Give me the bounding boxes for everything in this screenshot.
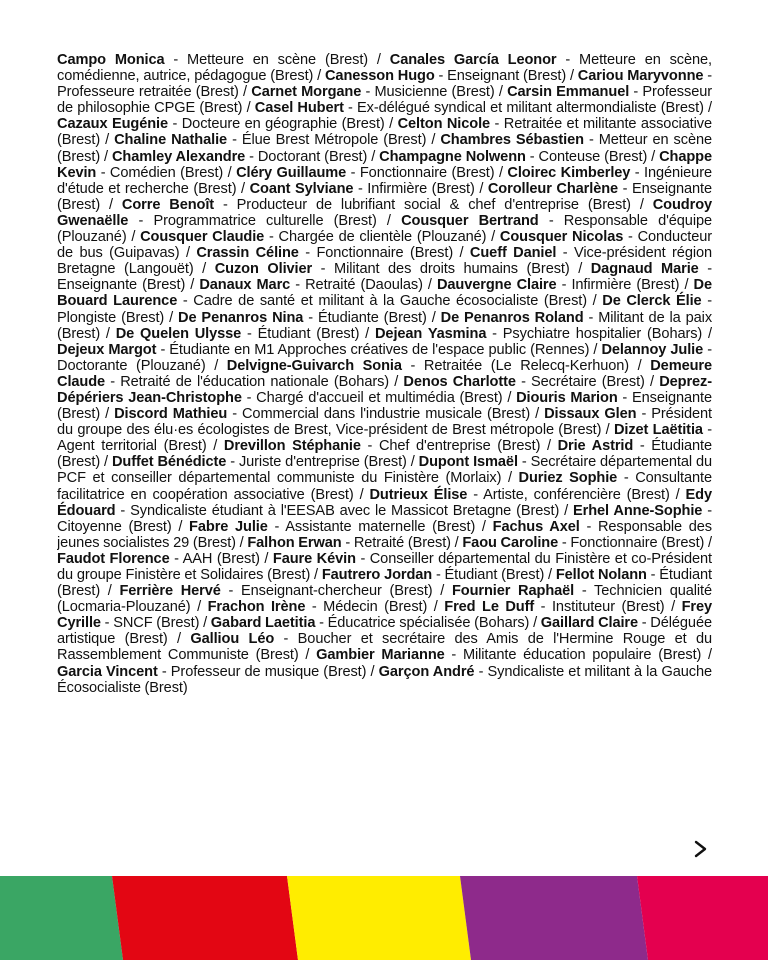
signatory-description: Fonctionnaire (Brest)	[359, 164, 495, 181]
signatory-name: Cariou Maryvonne	[577, 68, 704, 85]
signatory-entry: Dissaux Glen - Président du groupe des élu·es écologistes de Brest, Vice-président de Brest métropole (Brest)	[57, 406, 712, 439]
signatory-entry: Corolleur Charlène - Enseignante (Brest)	[57, 180, 712, 213]
signatory-name: Coudroy Gwenaëlle	[57, 196, 712, 229]
signatory-description: Étudiant (Brest)	[57, 567, 712, 600]
signatory-description: Doctorante (Plouzané)	[57, 357, 206, 374]
signatory-entry: Garcia Vincent - Professeur de musique (Brest)	[57, 663, 367, 680]
signatory-entry: Demeure Claude - Retraité de l'éducation nationale (Bohars)	[57, 357, 712, 390]
signatory-entry: Casel Hubert - Ex-délégué syndical et militant altermondialiste (Brest)	[254, 100, 704, 117]
signatory-description: Élue Brest Métropole (Brest)	[241, 132, 427, 149]
signatory-name: Denos Charlotte	[403, 373, 516, 390]
signatory-name: Danaux Marc	[199, 277, 291, 294]
signatory-name: De Clerck Élie	[602, 293, 702, 310]
signatory-name: Cueff Daniel	[469, 245, 557, 262]
signatory-name: Fachus Axel	[492, 518, 580, 535]
signatory-entry: Cléry Guillaume - Fonctionnaire (Brest)	[236, 164, 495, 181]
signatory-entry: Dejeux Margot - Étudiante en M1 Approches créatives de l'espace public (Rennes)	[57, 341, 590, 358]
signatory-entry: Cloirec Kimberley - Ingénieure d'étude et recherche (Brest)	[57, 164, 712, 197]
signatory-name: Garcia Vincent	[57, 663, 158, 680]
signatory-description: Infirmière (Brest)	[367, 180, 475, 197]
chevron-right-icon[interactable]	[690, 838, 712, 860]
signatory-name: Coant Sylviane	[249, 180, 354, 197]
signatory-entry: Edy Édouard - Syndicaliste étudiant à l'EESAB avec le Massicot Bretagne (Brest)	[57, 486, 712, 519]
signatory-description: Éducatrice spécialisée (Bohars)	[327, 615, 530, 632]
signatory-description: Militante éducation populaire (Brest)	[462, 647, 702, 664]
signatory-entry: Garçon André - Syndicaliste et militant à la Gauche Écosocialiste (Brest)	[57, 663, 712, 696]
signatory-name: Dejeux Margot	[57, 341, 157, 358]
signatory-entry: Denos Charlotte - Secrétaire (Brest)	[403, 373, 645, 390]
signatory-entry: Danaux Marc - Retraité (Daoulas)	[199, 277, 423, 294]
signatory-entry: Coant Sylviane - Infirmière (Brest)	[249, 180, 475, 197]
signatory-name: Garçon André	[378, 663, 475, 680]
signatory-description: Fonctionnaire (Brest)	[316, 245, 454, 262]
signatory-entry: Carsin Emmanuel - Professeur de philosophie CPGE (Brest)	[57, 84, 712, 117]
signatory-name: Delannoy Julie	[601, 341, 704, 358]
signatory-description: Conducteur de bus (Guipavas)	[57, 229, 712, 262]
signatory-entry: Cueff Daniel - Vice-président région Bretagne (Langouët)	[57, 245, 712, 278]
signatory-entry: De Penanros Roland - Militant de la paix (Brest)	[57, 309, 712, 342]
signatory-name: Dupont Ismaël	[418, 454, 518, 471]
signatory-entry: Carnet Morgane - Musicienne (Brest)	[251, 84, 495, 101]
signatory-entry: De Penanros Nina - Étudiante (Brest)	[178, 309, 427, 326]
signatory-entry: Canales García Leonor - Metteure en scène, comédienne, autrice, pédagogue (Brest)	[57, 52, 712, 85]
signatory-description: Enseignante (Brest)	[57, 389, 712, 423]
signatory-description: Comédien (Brest)	[109, 164, 224, 181]
signatory-description: Producteur de lubrifiant social & chef d'entreprise (Brest)	[236, 196, 631, 213]
signatory-name: Corre Benoît	[121, 196, 215, 213]
signatory-name: Frey Cyrille	[57, 599, 712, 632]
signatory-entry: Fautrero Jordan - Étudiant (Brest)	[321, 567, 545, 583]
signatory-name: Fabre Julie	[189, 518, 268, 535]
signatory-description: Président du groupe des élu·es écologistes de Brest, Vice-président de Brest métropole (Brest)	[57, 406, 712, 439]
signatory-description: Professeur de musique (Brest)	[170, 663, 367, 680]
signatory-description: Artiste, conférencière (Brest)	[483, 486, 670, 503]
signatory-entry: Cousquer Nicolas - Conducteur de bus (Guipavas)	[57, 229, 712, 262]
signatory-name: Duriez Sophie	[518, 470, 618, 487]
signatory-entry: Fellot Nolann - Étudiant (Brest)	[57, 567, 712, 600]
signatory-name: Ferrière Hervé	[119, 583, 221, 600]
signatory-description: Retraitée et militante associative (Brest)	[57, 116, 712, 149]
signatory-entry: Frachon Irène - Médecin (Brest)	[207, 599, 428, 616]
signatory-description: Ingénieure d'étude et recherche (Brest)	[57, 164, 712, 197]
signatory-description: Responsable d'équipe (Plouzané)	[57, 212, 712, 246]
signatory-name: Galliou Léo	[190, 631, 275, 648]
signatory-name: Canales García Leonor	[389, 52, 557, 68]
signatory-description: SNCF (Brest)	[113, 615, 200, 632]
signatory-description: Étudiant (Brest)	[444, 567, 545, 583]
signatory-entry: Cariou Maryvonne - Professeure retraitée (Brest)	[57, 68, 712, 101]
signatory-entry: Ferrière Hervé - Enseignant-chercheur (Brest)	[119, 583, 433, 600]
signatory-entry: Canesson Hugo - Enseignant (Brest)	[324, 68, 567, 85]
signatory-name: Dejean Yasmina	[374, 325, 487, 342]
signatory-entry: Cazaux Eugénie - Docteure en géographie (Brest)	[57, 116, 385, 133]
signatory-entry: Gabard Laetitia - Éducatrice spécialisée (Bohars)	[210, 615, 530, 632]
signatory-entry: Frey Cyrille - SNCF (Brest)	[57, 599, 712, 632]
signatory-entry: Erhel Anne-Sophie - Citoyenne (Brest)	[57, 502, 712, 535]
signatory-name: Cuzon Olivier	[214, 261, 313, 278]
signatory-description: Commercial dans l'industrie musicale (Brest)	[241, 406, 531, 423]
signatory-entry: Dizet Laëtitia - Agent territorial (Brest)	[57, 422, 712, 455]
signatory-name: Cloirec Kimberley	[507, 164, 631, 181]
signatory-description: Secrétaire départemental du PCF et conseiller départemental communiste du Finistère (Morlaix)	[57, 454, 712, 487]
signatory-name: Discord Mathieu	[114, 406, 228, 423]
signatory-name: Chamley Alexandre	[111, 148, 246, 165]
signatory-entry: Delannoy Julie - Doctorante (Plouzané)	[57, 341, 712, 374]
signatory-entry: Duriez Sophie - Consultante facilitatrice en coopération associative (Brest)	[57, 470, 712, 503]
signatory-description: Instituteur (Brest)	[551, 599, 665, 616]
signatory-description: Responsable des jeunes socialistes 29 (Brest)	[57, 518, 712, 551]
signatory-entry: Faudot Florence - AAH (Brest)	[57, 550, 260, 567]
signatory-entry: Chamley Alexandre - Doctorant (Brest)	[111, 148, 368, 165]
signatory-entry: Gambier Marianne - Militante éducation populaire (Brest)	[316, 647, 702, 664]
signatory-description: Citoyenne (Brest)	[57, 518, 172, 535]
signatory-name: Demeure Claude	[57, 357, 712, 390]
stripe-red	[112, 876, 298, 960]
signatory-name: Drie Astrid	[557, 438, 634, 455]
signatory-entry: Duffet Bénédicte - Juriste d'entreprise (Brest)	[111, 454, 407, 471]
signatory-name: Drevillon Stéphanie	[223, 438, 361, 455]
signatory-entry: Crassin Céline - Fonctionnaire (Brest)	[196, 245, 454, 262]
signatory-name: Casel Hubert	[254, 100, 344, 117]
signatory-entry: Faou Caroline - Fonctionnaire (Brest)	[462, 534, 705, 551]
signatory-name: Gaillard Claire	[540, 615, 639, 632]
signatory-entry: Drie Astrid - Étudiante (Brest)	[57, 438, 712, 471]
signatory-description: Étudiante en M1 Approches créatives de l'espace public (Rennes)	[169, 341, 590, 358]
signatory-entry: Chambres Sébastien - Metteur en scène (Brest)	[57, 132, 712, 165]
signatory-entry: Cuzon Olivier - Militant des droits humains (Brest)	[214, 261, 570, 278]
signatory-name: De Bouard Laurence	[57, 277, 712, 310]
signatory-name: Cousquer Bertrand	[401, 212, 539, 229]
signatory-entry: Champagne Nolwenn - Conteuse (Brest)	[379, 148, 648, 165]
signatory-name: Chappe Kevin	[57, 148, 712, 181]
signatory-name: Cazaux Eugénie	[57, 116, 169, 133]
signatory-description: Ex-délégué syndical et militant altermondialiste (Brest)	[357, 100, 704, 117]
signatory-description: Syndicaliste et militant à la Gauche Écosocialiste (Brest)	[57, 663, 712, 696]
signatory-description: Cadre de santé et militant à la Gauche écosocialiste (Brest)	[193, 293, 587, 310]
signatory-entry: Dejean Yasmina - Psychiatre hospitalier (Bohars)	[374, 325, 703, 342]
signatory-name: Carsin Emmanuel	[507, 84, 630, 101]
signatory-entry: Gaillard Claire - Déléguée artistique (Brest)	[57, 615, 712, 648]
color-stripes-banner	[0, 876, 768, 960]
signatory-description: Chef d'entreprise (Brest)	[378, 438, 541, 455]
signatory-entry: Deprez-Dépériers Jean-Christophe - Chargé d'accueil et multimédia (Brest)	[57, 373, 712, 406]
signatory-name: Dutrieux Élise	[369, 486, 468, 503]
signatory-entry: Chappe Kevin - Comédien (Brest)	[57, 148, 712, 181]
signatory-name: Fournier Raphaël	[451, 583, 575, 600]
signatory-entry: Fournier Raphaël - Technicien qualité (Locmaria-Plouzané)	[57, 583, 712, 616]
signatory-entry: Fachus Axel - Responsable des jeunes socialistes 29 (Brest)	[57, 518, 712, 551]
signatory-description: Syndicaliste étudiant à l'EESAB avec le Massicot Bretagne (Brest)	[130, 502, 560, 519]
signatory-entry: Coudroy Gwenaëlle - Programmatrice culturelle (Brest)	[57, 196, 712, 229]
signatories-list: Campo Monica - Metteure en scène (Brest) / Canales García Leonor - Metteure en scène, comédienne, autrice, pédagogue (Brest) / Canesson Hugo - Enseignant (Brest) / Cariou Maryvonne - Professeure retraitée (Brest) / Carnet Morgane - Musicienne (Brest) / Carsin Emmanuel - Professeur de philosophie CPGE (Brest) / Casel Hubert - Ex-délégué syndical et militant altermondialiste (Brest) / Cazaux Eugénie - Docteure en géographie (Brest) / Celton Nicole - Retraitée et militante associative (Brest) / Chaline Nathalie - Élue Brest Métropole (Brest) / Chambres Sébastien - Metteur en scène (Brest) / Chamley Alexandre - Doctorant (Brest) / Champagne Nolwenn - Conteuse (Brest) / Chappe Kevin - Comédien (Brest) / Cléry Guillaume - Fonctionnaire (Brest) / Cloirec Kimberley - Ingénieure d'étude et recherche (Brest) / Coant Sylviane - Infirmière (Brest) / Corolleur Charlène - Enseignante (Brest) / Corre Benoît - Producteur de lubrifiant social & chef d'entreprise (Brest) / Coudroy Gwenaëlle - Programmatrice culturelle (Brest) / Cousquer Bertrand - Responsable d'équipe (Plouzané) / Cousquer Claudie - Chargée de clientèle (Plouzané) / Cousquer Nicolas - Conducteur de bus (Guipavas) / Crassin Céline - Fonctionnaire (Brest) / Cueff Daniel - Vice-président région Bretagne (Langouët) / Cuzon Olivier - Militant des droits humains (Brest) / Dagnaud Marie - Enseignante (Brest) / Danaux Marc - Retraité (Daoulas) / Dauvergne Claire - Infirmière (Brest) / De Bouard Laurence - Cadre de santé et militant à la Gauche écosocialiste (Brest) / De Clerck Élie - Plongiste (Brest) / De Penanros Nina - Étudiante (Brest) / De Penanros Roland - Militant de la paix (Brest) / De Quelen Ulysse - Étudiant (Brest) / Dejean Yasmina - Psychiatre hospitalier (Bohars) / Dejeux Margot - Étudiante en M1 Approches créatives de l'espace public (Rennes) / Delannoy Julie - Doctorante (Plouzané) / Delvigne-Guivarch Sonia - Retraitée (Le Relecq-Kerhuon) / Demeure Claude - Retraité de l'éducation nationale (Bohars) / Denos Charlotte - Secrétaire (Brest) / Deprez-Dépériers Jean-Christophe - Chargé d'accueil et multimédia (Brest) / Diouris Marion - Enseignante (Brest) / Discord Mathieu - Commercial dans l'industrie musicale (Brest) / Dissaux Glen - Président du groupe des élu·es écologistes de Brest, Vice-président de Brest métropole (Brest) / Dizet Laëtitia - Agent territorial (Brest) / Drevillon Stéphanie - Chef d'entreprise (Brest) / Drie Astrid - Étudiante (Brest) / Duffet Bénédicte - Juriste d'entreprise (Brest) / Dupont Ismaël - Secrétaire départemental du PCF et conseiller départemental communiste du Finistère (Morlaix) / Duriez Sophie - Consultante facilitatrice en coopération associative (Brest) / Dutrieux Élise - Artiste, conférencière (Brest) / Edy Édouard - Syndicaliste étudiant à l'EESAB avec le Massicot Bretagne (Brest) / Erhel Anne-Sophie - Citoyenne (Brest) / Fabre Julie - Assistante maternelle (Brest) / Fachus Axel - Responsable des jeunes socialistes 29 (Brest) / Falhon Erwan - Retraité (Brest) / Faou Caroline - Fonctionnaire (Brest) / Faudot Florence - AAH (Brest) / Faure Kévin - Conseiller départemental du Finistère et co-Président du groupe Finistère et Solidaires (Brest) / Fautrero Jordan - Étudiant (Brest) / Fellot Nolann - Étudiant (Brest) / Ferrière Hervé - Enseignant-chercheur (Brest) / Fournier Raphaël - Technicien qualité (Locmaria-Plouzané) / Frachon Irène - Médecin (Brest) / Fred Le Duff - Instituteur (Brest) / Frey Cyrille - SNCF (Brest) / Gabard Laetitia - Éducatrice spécialisée (Bohars) / Gaillard Claire - Déléguée artistique (Brest) / Galliou Léo - Boucher et secrétaire des Amis de l'Hermine Rouge et du Rassemblement Communiste (Brest) / Gambier Marianne - Militante éducation populaire (Brest) / Garcia Vincent - Professeur de musique (Brest) / Garçon André - Syndicaliste et militant à la Gauche Écosocialiste (Brest)	[57, 52, 712, 696]
signatory-description: Programmatrice culturelle (Brest)	[153, 212, 377, 229]
signatory-description: Militant de la paix (Brest)	[57, 309, 712, 342]
signatory-description: Assistante maternelle (Brest)	[285, 518, 476, 535]
signatory-description: Doctorant (Brest)	[257, 148, 368, 165]
signatory-name: Faure Kévin	[272, 550, 356, 567]
signatory-entry: Chaline Nathalie - Élue Brest Métropole (Brest)	[114, 132, 427, 149]
signatory-description: Étudiant (Brest)	[257, 325, 360, 342]
signatory-description: Vice-président région Bretagne (Langouët)	[57, 245, 712, 278]
signatory-description: Médecin (Brest)	[323, 599, 428, 616]
signatory-entry: Celton Nicole - Retraitée et militante associative (Brest)	[57, 116, 712, 149]
signatory-name: Gambier Marianne	[316, 647, 445, 664]
signatory-description: Enseignante (Brest)	[57, 277, 186, 294]
signatory-entry: Faure Kévin - Conseiller départemental du Finistère et co-Président du groupe Finistère et Solidaires (Brest)	[57, 550, 712, 583]
signatory-name: Dissaux Glen	[544, 406, 637, 423]
signatory-name: Frachon Irène	[207, 599, 306, 616]
signatory-description: Metteur en scène (Brest)	[57, 132, 712, 165]
signatory-name: Delvigne-Guivarch Sonia	[226, 357, 402, 374]
signatory-description: Retraitée (Le Relecq-Kerhuon)	[423, 357, 630, 374]
signatory-description: Professeure retraitée (Brest)	[57, 84, 239, 101]
signatory-name: Erhel Anne-Sophie	[573, 502, 703, 519]
signatory-entry: De Quelen Ulysse - Étudiant (Brest)	[115, 325, 360, 342]
signatory-entry: Diouris Marion - Enseignante (Brest)	[57, 389, 712, 423]
signatory-name: Dizet Laëtitia	[613, 422, 703, 439]
signatory-description: Juriste d'entreprise (Brest)	[238, 454, 407, 471]
signatory-name: Campo Monica	[57, 52, 165, 68]
signatory-description: Fonctionnaire (Brest)	[570, 534, 705, 551]
signatory-description: Étudiante (Brest)	[317, 309, 427, 326]
signatory-name: Fautrero Jordan	[321, 567, 433, 583]
signatory-name: Gabard Laetitia	[210, 615, 316, 632]
signatory-description: Enseignant-chercheur (Brest)	[241, 583, 433, 600]
signatory-description: Infirmière (Brest)	[571, 277, 680, 294]
signatory-entry: De Bouard Laurence - Cadre de santé et militant à la Gauche écosocialiste (Brest)	[57, 277, 712, 310]
signatory-name: Chambres Sébastien	[440, 132, 584, 149]
signatory-name: Carnet Morgane	[251, 84, 362, 101]
signatory-name: De Penanros Nina	[178, 309, 304, 326]
signatory-entry: Cousquer Bertrand - Responsable d'équipe (Plouzané)	[57, 212, 712, 246]
signatory-description: Secrétaire (Brest)	[531, 373, 645, 390]
signatory-entry: Dutrieux Élise - Artiste, conférencière (Brest)	[369, 486, 670, 503]
stripe-pink	[637, 876, 768, 960]
signatory-entry: Cousquer Claudie - Chargée de clientèle (Plouzané)	[140, 229, 487, 246]
signatory-name: Fred Le Duff	[444, 599, 535, 616]
signatory-name: Falhon Erwan	[247, 534, 342, 551]
signatory-name: Champagne Nolwenn	[379, 148, 526, 165]
signatory-name: Cousquer Nicolas	[499, 229, 624, 246]
signatory-description: AAH (Brest)	[182, 550, 260, 567]
signatory-entry: Fabre Julie - Assistante maternelle (Brest)	[189, 518, 476, 535]
signatory-description: Boucher et secrétaire des Amis de l'Hermine Rouge et du Rassemblement Communiste (Brest)	[57, 631, 712, 664]
signatory-entry: Falhon Erwan - Retraité (Brest)	[247, 534, 451, 551]
signatory-name: Cousquer Claudie	[140, 229, 265, 246]
signatory-entry: Dauvergne Claire - Infirmière (Brest)	[436, 277, 680, 294]
signatory-entry: Drevillon Stéphanie - Chef d'entreprise (Brest)	[223, 438, 541, 455]
signatory-description: Enseignante (Brest)	[57, 180, 712, 213]
signatory-name: De Penanros Roland	[440, 309, 584, 326]
signatory-name: Diouris Marion	[516, 389, 618, 406]
signatory-entry: Fred Le Duff - Instituteur (Brest)	[444, 599, 665, 616]
signatory-name: Faudot Florence	[57, 550, 170, 567]
signatory-description: Conteuse (Brest)	[538, 148, 648, 165]
signatory-description: Déléguée artistique (Brest)	[57, 615, 712, 648]
signatory-name: De Quelen Ulysse	[115, 325, 242, 342]
signatory-description: Retraité (Daoulas)	[305, 277, 423, 294]
signatory-description: Docteure en géographie (Brest)	[181, 116, 385, 133]
signatory-description: Militant des droits humains (Brest)	[334, 261, 570, 278]
signatory-description: Plongiste (Brest)	[57, 309, 165, 326]
signatory-name: Celton Nicole	[397, 116, 491, 133]
signatory-entry: Dupont Ismaël - Secrétaire départemental du PCF et conseiller départemental communiste du Finistère (Morlaix)	[57, 454, 712, 487]
signatory-description: Technicien qualité (Locmaria-Plouzané)	[57, 583, 712, 616]
signatory-name: Duffet Bénédicte	[111, 454, 227, 471]
signatory-description: Metteure en scène (Brest)	[187, 52, 369, 68]
signatory-name: Chaline Nathalie	[114, 132, 228, 149]
signatory-name: Canesson Hugo	[324, 68, 435, 85]
signatory-description: Psychiatre hospitalier (Bohars)	[502, 325, 703, 342]
signatory-description: Musicienne (Brest)	[374, 84, 495, 101]
signatory-name: Corolleur Charlène	[487, 180, 619, 197]
signatory-name: Edy Édouard	[57, 486, 712, 519]
signatory-entry: Corre Benoît - Producteur de lubrifiant social & chef d'entreprise (Brest)	[121, 196, 631, 213]
signatory-name: Cléry Guillaume	[236, 164, 347, 181]
signatory-entry: Galliou Léo - Boucher et secrétaire des Amis de l'Hermine Rouge et du Rassemblement Communiste (Brest)	[57, 631, 712, 664]
signatory-entry: Delvigne-Guivarch Sonia - Retraitée (Le Relecq-Kerhuon)	[226, 357, 630, 374]
signatory-name: Dauvergne Claire	[436, 277, 557, 294]
signatory-description: Metteure en scène, comédienne, autrice, pédagogue (Brest)	[57, 52, 712, 85]
signatory-name: Dagnaud Marie	[590, 261, 699, 278]
signatory-entry: Discord Mathieu - Commercial dans l'industrie musicale (Brest)	[114, 406, 531, 423]
signatory-description: Étudiante (Brest)	[57, 438, 712, 471]
signatory-entry: Dagnaud Marie - Enseignante (Brest)	[57, 261, 712, 294]
stripe-green	[0, 876, 123, 960]
signatory-name: Crassin Céline	[196, 245, 299, 262]
signatory-description: Professeur de philosophie CPGE (Brest)	[57, 84, 712, 117]
stripe-purple	[460, 876, 648, 960]
signatory-description: Enseignant (Brest)	[447, 68, 567, 85]
stripe-yellow	[287, 876, 471, 960]
signatory-entry: De Clerck Élie - Plongiste (Brest)	[57, 293, 712, 326]
signatory-description: Consultante facilitatrice en coopération associative (Brest)	[57, 470, 712, 503]
signatory-name: Faou Caroline	[462, 534, 559, 551]
signatory-description: Chargé d'accueil et multimédia (Brest)	[256, 389, 503, 406]
signatory-name: Deprez-Dépériers Jean-Christophe	[57, 373, 712, 406]
signatory-description: Chargée de clientèle (Plouzané)	[278, 229, 487, 246]
signatory-description: Retraité (Brest)	[353, 534, 451, 551]
signatory-name: Fellot Nolann	[555, 567, 647, 583]
signatory-description: Agent territorial (Brest)	[57, 438, 207, 455]
signatory-description: Retraité de l'éducation nationale (Bohars)	[120, 373, 390, 390]
signatory-description: Conseiller départemental du Finistère et co-Président du groupe Finistère et Solidaires (Brest)	[57, 550, 712, 583]
signatory-entry: Campo Monica - Metteure en scène (Brest)	[57, 52, 369, 68]
